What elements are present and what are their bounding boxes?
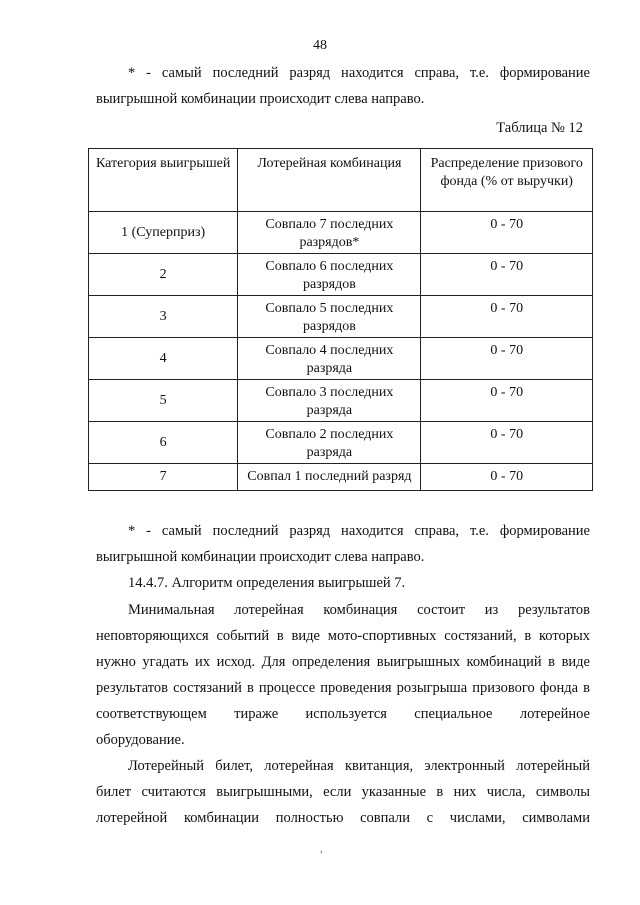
table-caption: Таблица № 12 [496, 120, 583, 136]
header-combination: Лотерейная комбинация [238, 149, 421, 212]
cell-distribution: 0 - 70 [421, 422, 593, 464]
note-top [96, 60, 590, 112]
cell-distribution: 0 - 70 [421, 380, 593, 422]
cell-combination: Совпало 7 последних разрядов* [238, 212, 421, 254]
cell-distribution: 0 - 70 [421, 296, 593, 338]
prize-table [88, 148, 593, 491]
scan-mark: , [320, 844, 323, 855]
cell-category: 2 [89, 254, 238, 296]
cell-category: 4 [89, 338, 238, 380]
cell-category: 7 [89, 464, 238, 491]
table-header-row [89, 149, 593, 212]
table-row [89, 338, 593, 380]
cell-category: 5 [89, 380, 238, 422]
table-row [89, 380, 593, 422]
header-distribution: Распределение призового фонда (% от выручки) [421, 149, 593, 212]
note-bottom-line: * - самый последний разряд находится справа, т.е. формирование [128, 523, 590, 539]
cell-distribution: 0 - 70 [421, 464, 593, 491]
table-row [89, 296, 593, 338]
note-top-line: выигрышной комбинации происходит слева направо. [96, 91, 425, 107]
header-category: Категория выигрышей [89, 149, 238, 212]
cell-combination: Совпал 1 последний разряд [238, 464, 421, 491]
cell-combination: Совпало 4 последних разряда [238, 338, 421, 380]
cell-combination: Совпало 3 последних разряда [238, 380, 421, 422]
cell-category: 1 (Суперприз) [89, 212, 238, 254]
cell-distribution: 0 - 70 [421, 254, 593, 296]
paragraph-line: билет считаются выигрышными, если указанные в них числа, символы [96, 784, 590, 800]
table-row [89, 254, 593, 296]
cell-combination: Совпало 2 последних разряда [238, 422, 421, 464]
section-heading-block [96, 570, 590, 596]
note-top-line: * - самый последний разряд находится справа, т.е. формирование [128, 65, 590, 81]
page-number: 48 [313, 38, 327, 53]
cell-combination: Совпало 6 последних разрядов [238, 254, 421, 296]
table-row [89, 464, 593, 491]
table-row [89, 212, 593, 254]
paragraph-line: неповторяющихся событий в виде мото-спортивных состязаний, в которых [96, 628, 590, 644]
paragraph-line: Лотерейный билет, лотерейная квитанция, электронный лотерейный [128, 758, 590, 774]
cell-distribution: 0 - 70 [421, 212, 593, 254]
paragraph-line: результатов состязаний в процессе проведения розыгрыша призового фонда в [96, 680, 590, 696]
paragraph-line: оборудование. [96, 732, 185, 748]
cell-combination: Совпало 5 последних разрядов [238, 296, 421, 338]
note-bottom [96, 518, 590, 570]
cell-category: 3 [89, 296, 238, 338]
paragraph-2 [96, 753, 590, 831]
note-bottom-line: выигрышной комбинации происходит слева направо. [96, 549, 425, 565]
paragraph-1 [96, 597, 590, 753]
paragraph-line: лотерейной комбинации полностью совпали с числами, символами [96, 810, 590, 826]
cell-distribution: 0 - 70 [421, 338, 593, 380]
table-row [89, 422, 593, 464]
paragraph-line: соответствующем тираже используется специальное лотерейное [96, 706, 590, 722]
paragraph-line: Минимальная лотерейная комбинация состоит из результатов [128, 602, 590, 618]
cell-category: 6 [89, 422, 238, 464]
paragraph-line: нужно угадать их исход. Для определения выигрышных комбинаций в виде [96, 654, 590, 670]
section-heading: 14.4.7. Алгоритм определения выигрышей 7. [128, 575, 406, 591]
